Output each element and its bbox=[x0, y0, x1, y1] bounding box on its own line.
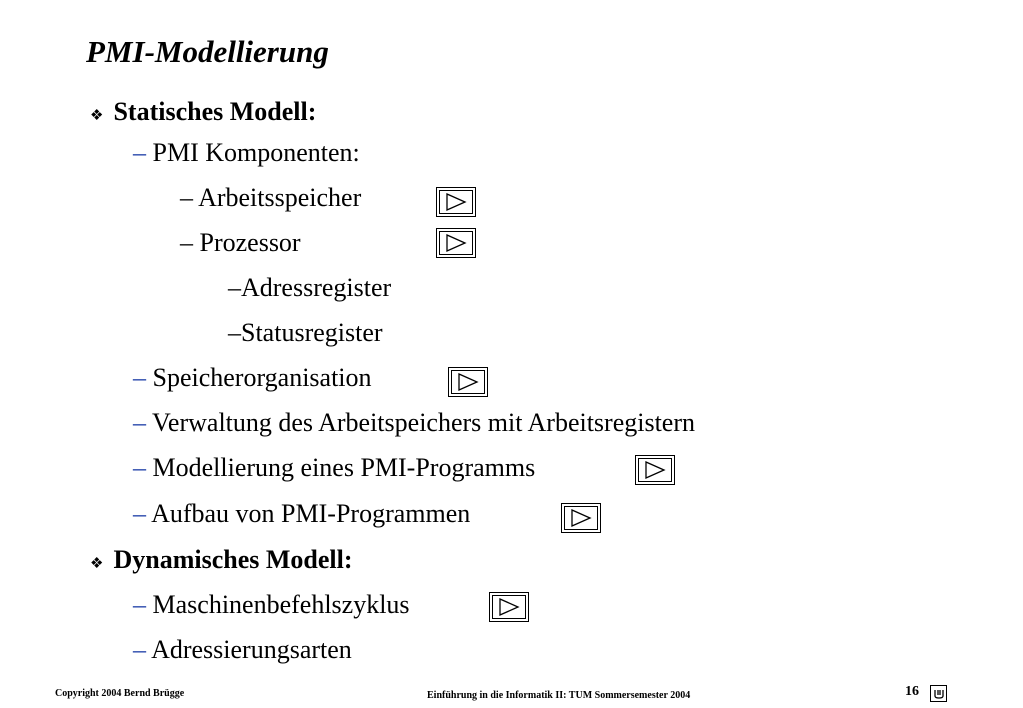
item-adressregister: Adressregister bbox=[241, 273, 392, 302]
slide-title: PMI-Modellierung bbox=[86, 34, 329, 69]
list-item bbox=[133, 408, 695, 438]
dash-marker: – bbox=[133, 499, 146, 528]
item-verwaltung: Verwaltung des Arbeitspeichers mit Arbeitsregistern bbox=[152, 408, 696, 437]
dash-marker: – bbox=[180, 228, 193, 257]
dash-marker: – bbox=[228, 318, 241, 347]
list-item bbox=[133, 453, 535, 483]
diamond-bullet-icon: ❖ bbox=[90, 108, 104, 124]
tum-logo-icon bbox=[930, 685, 947, 702]
list-item bbox=[133, 590, 410, 620]
nav-button-arbeitsspeicher[interactable] bbox=[436, 187, 476, 217]
list-item bbox=[180, 183, 361, 213]
list-item bbox=[228, 273, 391, 303]
nav-button-aufbau[interactable] bbox=[561, 503, 601, 533]
page-number: 16 bbox=[905, 684, 919, 699]
nav-button-modellierung[interactable] bbox=[635, 455, 675, 485]
play-triangle-icon bbox=[457, 373, 479, 391]
dash-marker: – bbox=[133, 635, 146, 664]
dash-marker: – bbox=[133, 453, 146, 482]
item-prozessor: Prozessor bbox=[199, 228, 301, 257]
footer-copyright: Copyright 2004 Bernd Brügge bbox=[55, 688, 185, 699]
section-heading-dynamisch: Dynamisches Modell: bbox=[113, 545, 353, 574]
list-item bbox=[133, 138, 360, 168]
item-maschinenbefehlszyklus: Maschinenbefehlszyklus bbox=[152, 590, 410, 619]
nav-button-maschinenbefehlszyklus[interactable] bbox=[489, 592, 529, 622]
play-triangle-icon bbox=[644, 461, 666, 479]
dash-marker: – bbox=[133, 408, 146, 437]
item-speicherorganisation: Speicherorganisation bbox=[152, 363, 372, 392]
item-pmi-komponenten: PMI Komponenten: bbox=[152, 138, 360, 167]
section-heading-statisch: Statisches Modell: bbox=[113, 97, 317, 126]
list-item bbox=[133, 635, 352, 665]
item-arbeitsspeicher: Arbeitsspeicher bbox=[198, 183, 362, 212]
play-triangle-icon bbox=[445, 234, 467, 252]
item-adressierungsarten: Adressierungsarten bbox=[151, 635, 352, 664]
nav-button-speicherorganisation[interactable] bbox=[448, 367, 488, 397]
diamond-bullet-icon: ❖ bbox=[90, 556, 104, 572]
item-modellierung: Modellierung eines PMI-Programms bbox=[152, 453, 536, 482]
footer-course: Einführung in die Informatik II: TUM Sommersemester 2004 bbox=[427, 690, 691, 701]
play-triangle-icon bbox=[498, 598, 520, 616]
dash-marker: – bbox=[133, 363, 146, 392]
list-item bbox=[133, 363, 372, 393]
list-item bbox=[133, 499, 470, 529]
section-statisch bbox=[90, 97, 316, 127]
dash-marker: – bbox=[133, 138, 146, 167]
play-triangle-icon bbox=[570, 509, 592, 527]
section-dynamisch bbox=[90, 545, 353, 575]
play-triangle-icon bbox=[445, 193, 467, 211]
item-statusregister: Statusregister bbox=[241, 318, 383, 347]
dash-marker: – bbox=[180, 183, 193, 212]
list-item bbox=[228, 318, 383, 348]
dash-marker: – bbox=[133, 590, 146, 619]
dash-marker: – bbox=[228, 273, 241, 302]
list-item bbox=[180, 228, 301, 258]
item-aufbau: Aufbau von PMI-Programmen bbox=[151, 499, 471, 528]
nav-button-prozessor[interactable] bbox=[436, 228, 476, 258]
